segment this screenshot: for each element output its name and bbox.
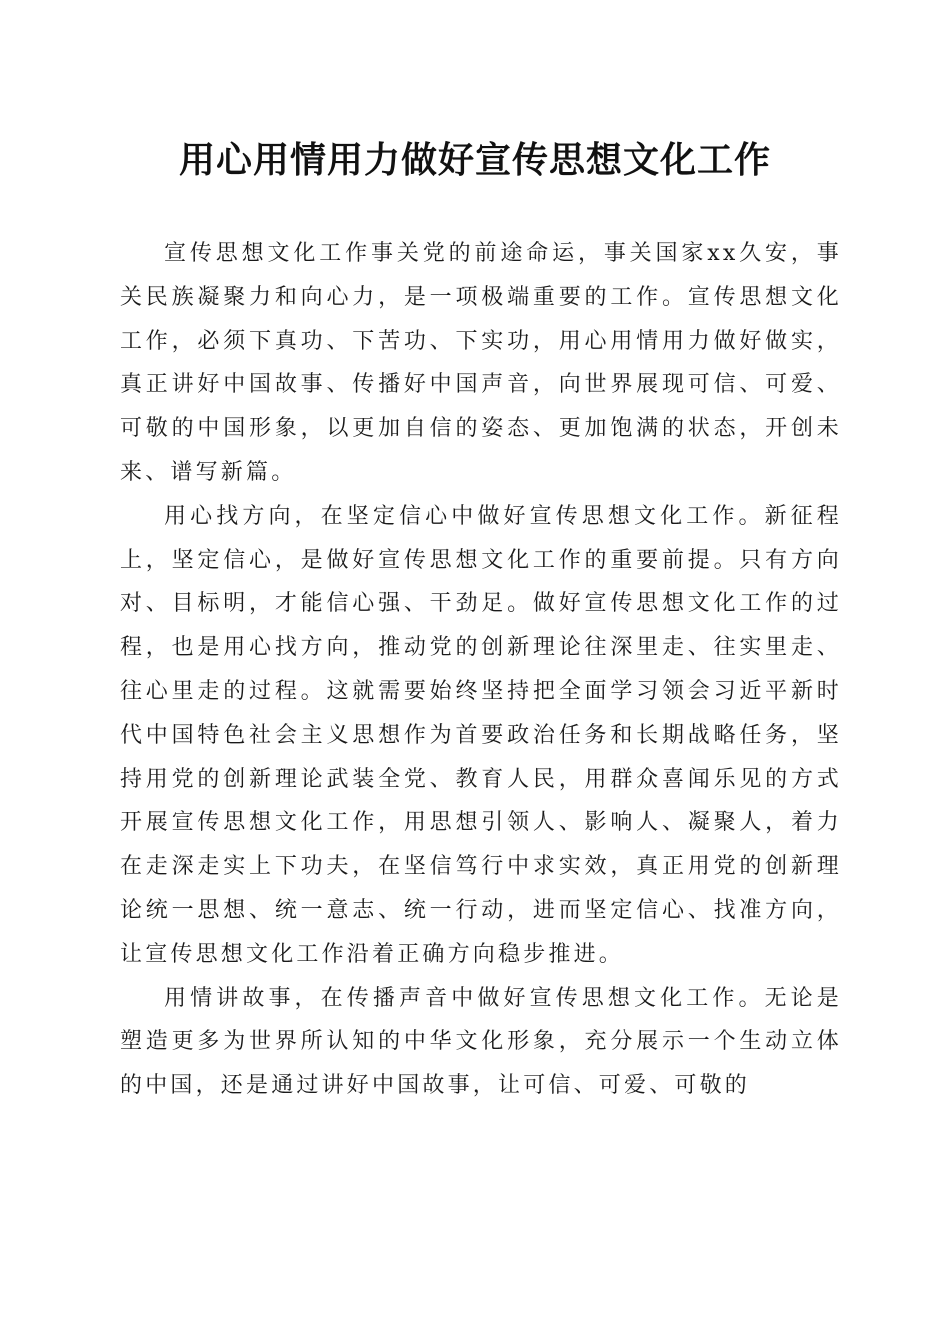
paragraph-1: 宣传思想文化工作事关党的前途命运，事关国家xx久安，事关民族凝聚力和向心力，是一项极端重要的工作。宣传思想文化工作，必须下真功、下苦功、下实功，用心用情用力做好做实，真正讲好中国故事、传播好中国声音，向世界展现可信、可爱、可敬的中国形象，以更加自信的姿态、更加饱满的状态，开创未来、谱写新篇。 [120,241,842,485]
paragraph-2: 用心找方向，在坚定信心中做好宣传思想文化工作。新征程上，坚定信心，是做好宣传思想文化工作的重要前提。只有方向对、目标明，才能信心强、干劲足。做好宣传思想文化工作的过程，也是用心找方向，推动党的创新理论往深里走、往实里走、往心里走的过程。这就需要始终坚持把全面学习领会习近平新时代中国特色社会主义思想作为首要政治任务和长期战略任务，坚持用党的创新理论武装全党、教育人民，用群众喜闻乐见的方式开展宣传思想文化工作，用思想引领人、影响人、凝聚人，着力在走深走实上下功夫，在坚信笃行中求实效，真正用党的创新理论统一思想、统一意志、统一行动，进而坚定信心、找准方向，让宣传思想文化工作沿着正确方向稳步推进。 [120,503,842,967]
document-title: 用心用情用力做好宣传思想文化工作 [178,139,771,181]
document-body [120,232,842,1108]
paragraph-3: 用情讲故事，在传播声音中做好宣传思想文化工作。无论是塑造更多为世界所认知的中华文化形象，充分展示一个生动立体的中国，还是通过讲好中国故事，让可信、可爱、可敬的 [120,985,842,1099]
